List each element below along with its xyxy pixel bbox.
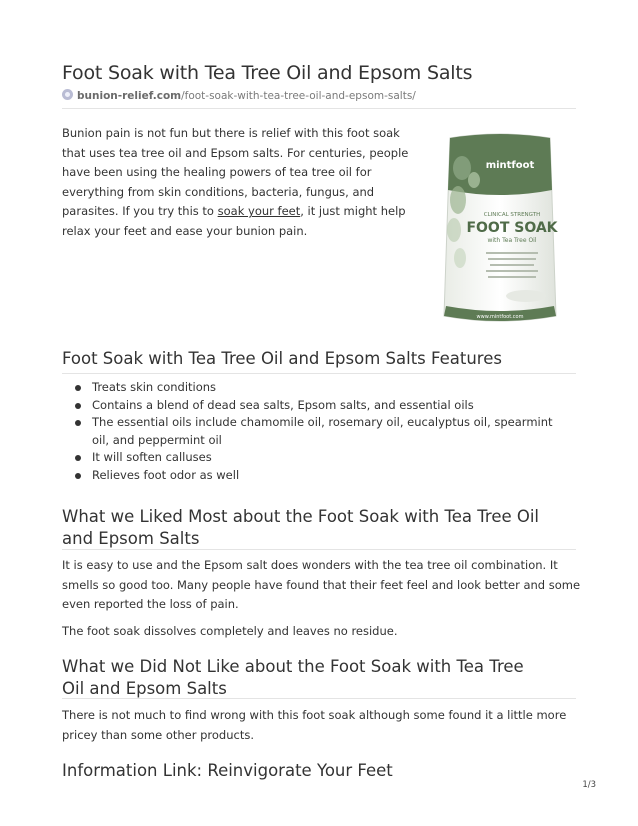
product-name: FOOT SOAK — [466, 220, 558, 236]
info-heading: Information Link: Reinvigorate Your Feet — [62, 761, 393, 780]
intro-paragraph — [62, 124, 424, 242]
disliked-heading: What we Did Not Like about the Foot Soak with Tea Tree Oil and Epsom Salts — [62, 657, 524, 698]
bullet-icon — [75, 420, 81, 426]
liked-heading: What we Liked Most about the Foot Soak with Tea Tree Oil and Epsom Salts — [62, 507, 540, 548]
list-item: Contains a blend of dead sea salts, Epsom salts, and essential oils — [62, 397, 562, 415]
features-list — [62, 379, 562, 484]
features-heading: Foot Soak with Tea Tree Oil and Epsom Salts Features — [62, 349, 502, 368]
features-divider — [62, 373, 576, 374]
source-domain[interactable]: bunion-relief.com — [77, 90, 182, 102]
title-divider — [62, 108, 576, 109]
source-path[interactable]: /foot-soak-with-tea-tree-oil-and-epsom-salts/ — [181, 90, 416, 102]
liked-paragraph-1: It is easy to use and the Epsom salt does wonders with the tea tree oil combination. It smells so good too. Many people have found that their feet feel and look better and some even reported the loss of pain. — [62, 558, 581, 612]
product-website: www.mintfoot.com — [476, 314, 524, 320]
article-title: Foot Soak with Tea Tree Oil and Epsom Salts — [62, 62, 473, 84]
product-bag-image — [440, 130, 560, 330]
bullet-icon — [75, 385, 81, 391]
bullet-icon — [75, 473, 81, 479]
product-brand: mintfoot — [485, 160, 535, 171]
intro-text-start: Bunion pain is not fun but there is relief with this foot soak that uses tea tree oil and Epsom salts. For centuries, people have been using the healing powers of tea tree oil for everything from skin conditions, bacteria, fungus, and parasites. If you try this to — [62, 126, 409, 219]
list-item: The essential oils include chamomile oil, rosemary oil, eucalyptus oil, spearmint oil, and peppermint oil — [62, 414, 562, 449]
disliked-divider — [62, 698, 576, 699]
intro-text-end: , it just might help relax your feet and ease your bunion pain. — [62, 204, 406, 238]
liked-divider — [62, 549, 576, 550]
page-number: 1/3 — [582, 780, 596, 790]
link-icon — [62, 89, 73, 100]
liked-paragraph-2: The foot soak dissolves completely and leaves no residue. — [62, 624, 398, 638]
list-item: Relieves foot odor as well — [62, 467, 562, 485]
product-tagline: CLINICAL STRENGTH — [483, 212, 541, 218]
disliked-paragraph: There is not much to find wrong with this foot soak although some found it a little more pricey than some other products. — [62, 708, 567, 742]
source-url[interactable] — [62, 89, 416, 102]
list-item: Treats skin conditions — [62, 379, 562, 397]
bullet-icon — [75, 403, 81, 409]
bullet-icon — [75, 455, 81, 461]
soak-your-feet-link[interactable]: soak your feet — [217, 204, 301, 219]
product-subname: with Tea Tree Oil — [487, 237, 537, 244]
list-item: It will soften calluses — [62, 449, 562, 467]
